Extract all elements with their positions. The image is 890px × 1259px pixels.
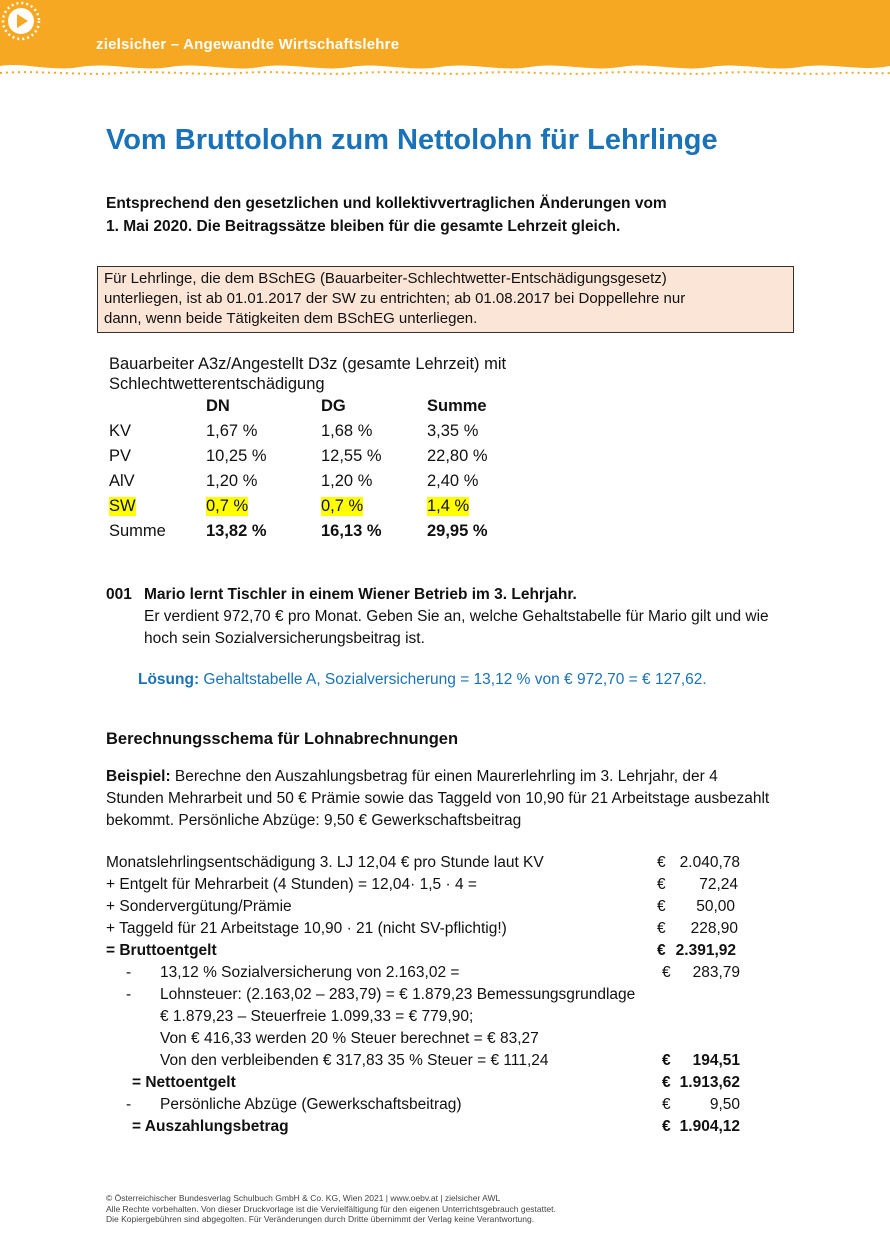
calc-dash: -: [126, 964, 132, 981]
rates-label: Summe: [109, 522, 166, 540]
rates-dn: 10,25 %: [206, 447, 267, 465]
task-number: 001: [106, 586, 132, 603]
calc-label: + Taggeld für 21 Arbeitstage 10,90 · 21 (nicht SV-pflichtig!): [106, 920, 507, 937]
calc-row-gross: [106, 942, 746, 964]
solution-text: Gehaltstabelle A, Sozialversicherung = 13,12 % von € 972,70 = € 127,62.: [199, 671, 707, 688]
intro-text: [106, 192, 746, 238]
calc-label: 13,12 % Sozialversicherung von 2.163,02 =: [160, 964, 460, 981]
calc-currency: €: [662, 964, 671, 981]
calc-row: [106, 986, 746, 1008]
footer-line: © Österreichischer Bundesverlag Schulbuch GmbH & Co. KG, Wien 2021 | www.oebv.at | zielsicher AWL: [106, 1193, 501, 1203]
calc-dash: -: [126, 1096, 132, 1113]
calc-amount: 1.913,62: [679, 1074, 740, 1091]
calc-row: [106, 920, 746, 942]
calc-amount: 1.904,12: [679, 1118, 740, 1135]
calc-amount: 50,00: [696, 898, 735, 915]
rates-label: SW: [109, 497, 136, 515]
calc-row: [106, 1052, 746, 1074]
calc-label: = Auszahlungsbetrag: [132, 1118, 289, 1135]
rates-dn: 0,7 %: [206, 497, 249, 515]
rates-sum: 2,40 %: [427, 472, 479, 490]
example-body: Berechne den Auszahlungsbetrag für einen Maurerlehrling im 3. Lehrjahr, der 4 Stunden Mehrarbeit und 50 € Prämie sowie das Taggeld von 10,90 für 21 Arbeitstage ausbezahlt bekommt. Persönliche Abzüge: 9,50 € Gewerkschaftsbeitrag: [106, 768, 770, 829]
calc-currency: €: [662, 1052, 671, 1069]
example-text: [106, 766, 776, 832]
rates-caption-line: Bauarbeiter A3z/Angestellt D3z (gesamte Lehrzeit) mit: [109, 355, 507, 373]
calc-currency: €: [657, 942, 666, 959]
play-icon: [0, 0, 42, 42]
rates-dg: 12,55 %: [321, 447, 382, 465]
calc-dash: -: [126, 986, 132, 1003]
calc-row-net: [106, 1074, 746, 1096]
footer-line: Alle Rechte vorbehalten. Von dieser Druckvorlage ist die Vervielfältigung für den eigenen Unterrichtsgebrauch gestattet.: [106, 1203, 556, 1214]
calc-amount: 9,50: [709, 1096, 740, 1113]
footer-line: Die Kopiergebühren sind abgegolten. Für Veränderungen durch Dritte übernimmt der Verlag keine Verantwortung.: [106, 1214, 535, 1224]
calc-currency: €: [662, 1096, 671, 1113]
rates-dg: 1,68 %: [321, 422, 373, 440]
rates-dg: 1,20 %: [321, 472, 373, 490]
rates-dn: 13,82 %: [206, 522, 267, 540]
calc-amount: 283,79: [692, 964, 740, 981]
calc-label: Von € 416,33 werden 20 % Steuer berechnet = € 83,27: [160, 1030, 539, 1047]
solution-label: Lösung:: [138, 671, 200, 688]
header-dg: DG: [321, 397, 346, 415]
calc-row: [106, 1030, 746, 1052]
rates-sum: 1,4 %: [427, 497, 470, 515]
task-text: Er verdient 972,70 € pro Monat. Geben Sie an, welche Gehaltstabelle für Mario gilt und wie hoch sein Sozialversicherungsbeitrag ist.: [144, 608, 769, 647]
rates-dg: 0,7 %: [321, 497, 364, 515]
calc-currency: €: [657, 898, 666, 915]
rates-dn: 1,20 %: [206, 472, 258, 490]
notice-box: [97, 266, 794, 333]
rates-dg: 16,13 %: [321, 522, 382, 540]
calc-label: Monatslehrlingsentschädigung 3. LJ 12,04 € pro Stunde laut KV: [106, 854, 544, 871]
calc-row: [106, 876, 746, 898]
rates-sum: 29,95 %: [427, 522, 488, 540]
page-title: Vom Bruttolohn zum Nettolohn für Lehrlinge: [106, 124, 718, 156]
calc-label: + Entgelt für Mehrarbeit (4 Stunden) = 12,04· 1,5 · 4 =: [106, 876, 477, 893]
notice-line: unterliegen, ist ab 01.01.2017 der SW zu entrichten; ab 01.08.2017 bei Doppellehre nur: [104, 290, 686, 307]
example-label: Beispiel:: [106, 768, 171, 785]
calc-row: [106, 1096, 746, 1118]
rates-label: PV: [109, 447, 132, 465]
section-title: Berechnungsschema für Lohnabrechnungen: [106, 730, 459, 748]
calc-label: Von den verbleibenden € 317,83 35 % Steuer = € 111,24: [160, 1052, 549, 1069]
calc-row: [106, 964, 746, 986]
calc-currency: €: [657, 854, 666, 871]
header-sum: Summe: [427, 397, 487, 415]
brand-name: zielsicher – Angewandte Wirtschaftslehre: [96, 36, 400, 53]
intro-line: Entsprechend den gesetzlichen und kollektivvertraglichen Änderungen vom: [106, 195, 667, 212]
rates-caption-line: Schlechtwetterentschädigung: [109, 375, 325, 393]
rates-sum: 3,35 %: [427, 422, 479, 440]
calc-row-payout: [106, 1118, 746, 1140]
calc-row: [106, 854, 746, 876]
calc-amount: 2.040,78: [679, 854, 740, 871]
copyright-footer: [106, 1193, 806, 1225]
calc-amount: 2.391,92: [675, 942, 736, 959]
rates-label: AlV: [109, 472, 135, 490]
calc-row: [106, 898, 746, 920]
calc-currency: €: [657, 920, 666, 937]
calc-label: = Bruttoentgelt: [106, 942, 217, 959]
calc-label: Lohnsteuer: (2.163,02 – 283,79) = € 1.879,23 Bemessungsgrundlage: [160, 986, 636, 1003]
header-dn: DN: [206, 397, 230, 415]
calc-amount: 72,24: [699, 876, 738, 893]
calc-amount: 194,51: [692, 1052, 740, 1069]
calc-label: € 1.879,23 – Steuerfreie 1.099,33 = € 779,90;: [160, 1008, 474, 1025]
calc-currency: €: [662, 1074, 671, 1091]
calc-amount: 228,90: [690, 920, 738, 937]
header-banner: [0, 0, 890, 78]
rates-label: KV: [109, 422, 132, 440]
rates-caption: [109, 354, 589, 394]
calc-label: = Nettoentgelt: [132, 1074, 236, 1091]
calc-label: + Sondervergütung/Prämie: [106, 898, 292, 915]
calc-currency: €: [657, 876, 666, 893]
notice-line: Für Lehrlinge, die dem BSchEG (Bauarbeiter-Schlechtwetter-Entschädigungsgesetz): [104, 270, 667, 287]
notice-line: dann, wenn beide Tätigkeiten dem BSchEG unterliegen.: [104, 310, 478, 327]
task-solution: [138, 671, 707, 689]
calc-row: [106, 1008, 746, 1030]
intro-line: 1. Mai 2020. Die Beitragssätze bleiben für die gesamte Lehrzeit gleich.: [106, 218, 621, 235]
task-heading: Mario lernt Tischler in einem Wiener Betrieb im 3. Lehrjahr.: [144, 586, 577, 603]
rates-dn: 1,67 %: [206, 422, 258, 440]
rates-sum: 22,80 %: [427, 447, 488, 465]
calc-currency: €: [662, 1118, 671, 1135]
calc-label: Persönliche Abzüge (Gewerkschaftsbeitrag): [160, 1096, 462, 1113]
